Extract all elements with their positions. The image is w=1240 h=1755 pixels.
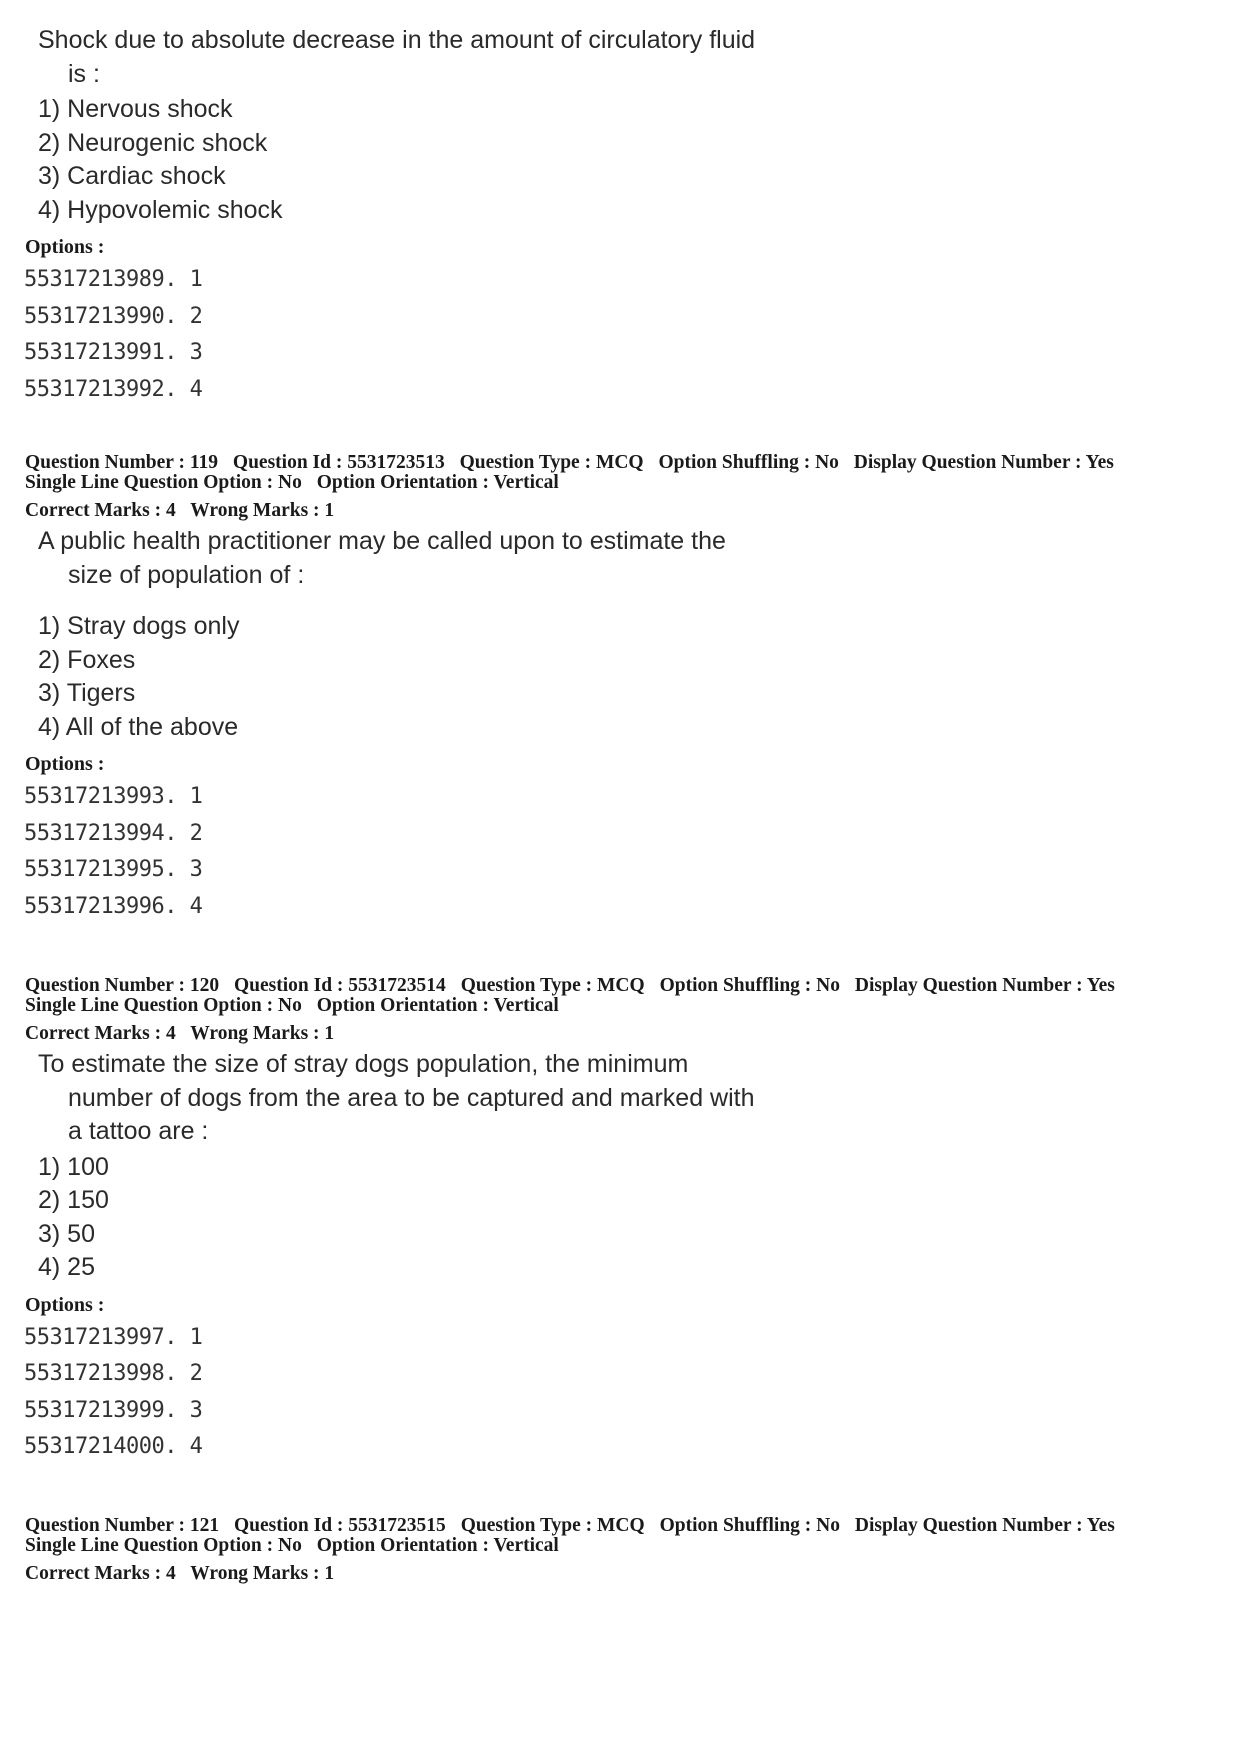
option-shuffling: Option Shuffling : No	[659, 975, 840, 996]
display-question-number: Display Question Number : Yes	[854, 1515, 1115, 1536]
question-meta	[25, 453, 1240, 521]
option-item: 55317213998. 2	[24, 1361, 203, 1386]
choice-item: 1) Stray dogs only	[38, 612, 240, 640]
question-meta	[25, 976, 1240, 1044]
question-text-line: a tattoo are :	[68, 1117, 209, 1145]
choice-item: 2) Foxes	[38, 645, 136, 674]
question-text-line: A public health practitioner may be called upon to estimate the	[38, 527, 726, 555]
single-line-option: Single Line Question Option : No	[25, 995, 302, 1016]
question-text-line: number of dogs from the area to be captured and marked with	[68, 1083, 755, 1112]
question-block-121	[0, 1516, 1240, 1584]
choice-list	[38, 610, 1240, 744]
option-item: 55317213999. 3	[24, 1397, 203, 1423]
option-item: 55317213995. 3	[24, 857, 203, 882]
meta-line-2	[25, 1536, 1240, 1556]
question-block-120	[0, 976, 1240, 1466]
question-text-line: is :	[68, 59, 100, 88]
option-item: 55317214000. 4	[24, 1434, 203, 1459]
marks-line	[25, 1564, 1240, 1584]
wrong-marks: Wrong Marks : 1	[190, 1563, 335, 1584]
options-heading: Options :	[25, 236, 105, 258]
options-list	[24, 1320, 1240, 1466]
question-id: Question Id : 5531723515	[233, 1515, 446, 1536]
option-orientation: Option Orientation : Vertical	[316, 472, 559, 493]
options-heading: Options :	[25, 753, 105, 775]
question-type: Question Type : MCQ	[460, 1515, 645, 1536]
question-type: Question Type : MCQ	[460, 975, 645, 996]
marks-line	[25, 1024, 1240, 1044]
question-meta	[25, 1516, 1240, 1584]
correct-marks: Correct Marks : 4	[25, 1023, 176, 1044]
question-number: Question Number : 121	[25, 1515, 220, 1536]
option-item: 55317213997. 1	[24, 1324, 203, 1350]
choice-item: 1) Nervous shock	[38, 95, 233, 123]
choice-item: 4) Hypovolemic shock	[38, 195, 283, 224]
option-shuffling: Option Shuffling : No	[659, 1515, 840, 1536]
option-item: 55317213992. 4	[24, 376, 203, 402]
question-image	[38, 1048, 1240, 1285]
question-image	[38, 24, 1240, 227]
question-id: Question Id : 5531723514	[233, 975, 446, 996]
question-block-118	[0, 24, 1240, 408]
choice-item: 3) Tigers	[38, 679, 136, 707]
wrong-marks: Wrong Marks : 1	[190, 1023, 335, 1044]
question-block-119	[0, 453, 1240, 925]
meta-line-1	[25, 976, 1240, 996]
option-shuffling: Option Shuffling : No	[658, 452, 839, 473]
correct-marks: Correct Marks : 4	[25, 1563, 176, 1584]
choice-item: 2) 150	[38, 1186, 109, 1214]
option-item: 55317213990. 2	[24, 303, 203, 329]
marks-line	[25, 501, 1240, 521]
question-type: Question Type : MCQ	[459, 452, 644, 473]
choice-item: 3) Cardiac shock	[38, 162, 226, 190]
options-list	[24, 779, 1240, 925]
meta-line-2	[25, 996, 1240, 1016]
correct-marks: Correct Marks : 4	[25, 500, 176, 521]
choice-item: 3) 50	[38, 1219, 95, 1248]
option-item: 55317213993. 1	[24, 784, 203, 809]
option-item: 55317213989. 1	[24, 267, 203, 292]
single-line-option: Single Line Question Option : No	[25, 1535, 302, 1556]
question-number: Question Number : 119	[25, 452, 219, 473]
question-image	[38, 525, 1240, 744]
display-question-number: Display Question Number : Yes	[853, 452, 1114, 473]
wrong-marks: Wrong Marks : 1	[190, 500, 335, 521]
question-text-line: size of population of :	[68, 560, 305, 589]
choice-item: 4) All of the above	[38, 712, 239, 741]
question-text-line: To estimate the size of stray dogs population, the minimum	[38, 1050, 689, 1078]
meta-line-2	[25, 473, 1240, 493]
option-orientation: Option Orientation : Vertical	[316, 1535, 559, 1556]
display-question-number: Display Question Number : Yes	[854, 975, 1115, 996]
option-item: 55317213996. 4	[24, 893, 203, 919]
choice-list	[38, 1151, 1240, 1285]
choice-item: 2) Neurogenic shock	[38, 128, 268, 157]
choice-item: 1) 100	[38, 1152, 109, 1181]
question-text-line: Shock due to absolute decrease in the amount of circulatory fluid	[38, 26, 756, 54]
meta-line-1	[25, 1516, 1240, 1536]
question-number: Question Number : 120	[25, 975, 220, 996]
option-item: 55317213991. 3	[24, 340, 203, 365]
choice-list	[38, 93, 1240, 227]
choice-item: 4) 25	[38, 1253, 95, 1281]
single-line-option: Single Line Question Option : No	[25, 472, 302, 493]
option-orientation: Option Orientation : Vertical	[316, 995, 559, 1016]
question-id: Question Id : 5531723513	[232, 452, 445, 473]
options-list	[24, 262, 1240, 408]
options-heading: Options :	[25, 1293, 105, 1316]
meta-line-1	[25, 453, 1240, 473]
option-item: 55317213994. 2	[24, 820, 203, 846]
